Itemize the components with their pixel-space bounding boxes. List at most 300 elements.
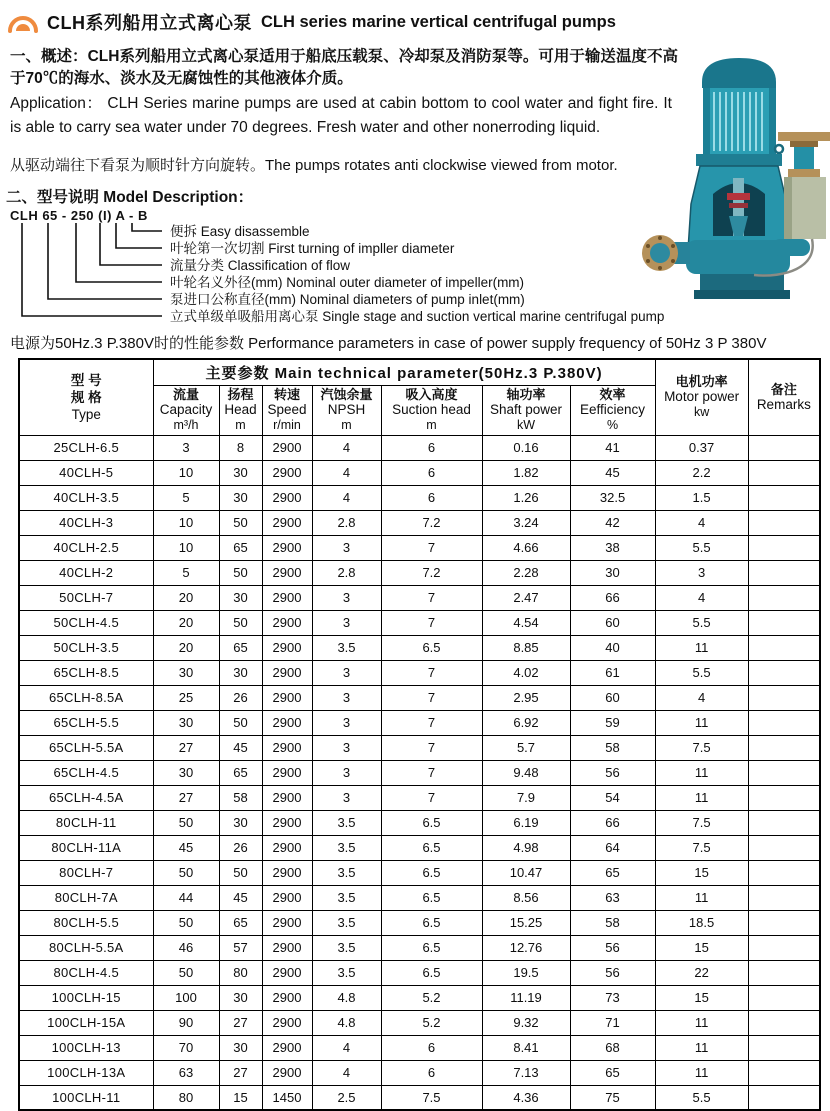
- table-row: [19, 760, 820, 785]
- cell-efficiency: 71: [570, 1010, 655, 1035]
- cell-npsh: 2.5: [312, 1085, 381, 1110]
- cell-capacity: 20: [153, 610, 219, 635]
- column-header-motor-power: [655, 359, 748, 435]
- cell-efficiency: 64: [570, 835, 655, 860]
- cell-npsh: 3: [312, 660, 381, 685]
- cell-npsh: 3.5: [312, 860, 381, 885]
- cell-motor-power: 5.5: [655, 1085, 748, 1110]
- type-header-line: 规 格: [70, 389, 102, 405]
- cell-suction-head: 6.5: [381, 910, 482, 935]
- cell-efficiency: 75: [570, 1085, 655, 1110]
- cell-motor-power: 1.5: [655, 485, 748, 510]
- cell-motor-power: 5.5: [655, 660, 748, 685]
- cell-npsh: 3.5: [312, 910, 381, 935]
- cell-head: 50: [219, 610, 262, 635]
- cell-speed: 2900: [262, 960, 312, 985]
- cell-motor-power: 11: [655, 1010, 748, 1035]
- cell-shaft-power: 4.98: [482, 835, 570, 860]
- cell-motor-power: 11: [655, 710, 748, 735]
- cell-motor-power: 4: [655, 585, 748, 610]
- pump-photo: [642, 52, 830, 310]
- cell-capacity: 30: [153, 760, 219, 785]
- cell-type: 50CLH-3.5: [19, 635, 153, 660]
- header-en: NPSH: [327, 402, 366, 417]
- cell-suction-head: 7: [381, 660, 482, 685]
- cell-head: 8: [219, 435, 262, 460]
- header-en: Suction head: [392, 402, 471, 417]
- cell-efficiency: 60: [570, 610, 655, 635]
- cell-suction-head: 6.5: [381, 835, 482, 860]
- cell-npsh: 4.8: [312, 1010, 381, 1035]
- table-row: [19, 985, 820, 1010]
- cell-suction-head: 6.5: [381, 810, 482, 835]
- cell-motor-power: 11: [655, 885, 748, 910]
- cell-efficiency: 30: [570, 560, 655, 585]
- cell-shaft-power: 8.41: [482, 1035, 570, 1060]
- cell-remarks: [748, 510, 820, 535]
- cell-type: 65CLH-4.5A: [19, 785, 153, 810]
- header-unit: m³/h: [173, 418, 199, 432]
- model-label: 便拆 Easy disassemble: [170, 224, 310, 239]
- table-row: [19, 910, 820, 935]
- pump-image: [642, 52, 830, 310]
- cell-efficiency: 54: [570, 785, 655, 810]
- cell-motor-power: 15: [655, 985, 748, 1010]
- column-header-capacity: [153, 385, 219, 435]
- cell-npsh: 2.8: [312, 510, 381, 535]
- cell-type: 80CLH-7: [19, 860, 153, 885]
- overview-heading: 一、概述：: [10, 48, 88, 65]
- cell-remarks: [748, 1010, 820, 1035]
- cell-shaft-power: 11.19: [482, 985, 570, 1010]
- cell-speed: 2900: [262, 885, 312, 910]
- cell-speed: 2900: [262, 435, 312, 460]
- header-cn: 电机功率: [675, 374, 728, 390]
- table-row: [19, 885, 820, 910]
- cell-type: 40CLH-3: [19, 510, 153, 535]
- cell-npsh: 3.5: [312, 810, 381, 835]
- cell-type: 80CLH-11: [19, 810, 153, 835]
- cell-remarks: [748, 460, 820, 485]
- cell-head: 30: [219, 1035, 262, 1060]
- cell-shaft-power: 5.7: [482, 735, 570, 760]
- cell-remarks: [748, 710, 820, 735]
- cell-efficiency: 61: [570, 660, 655, 685]
- cell-head: 26: [219, 835, 262, 860]
- cell-remarks: [748, 560, 820, 585]
- header-en: Remarks: [756, 396, 811, 412]
- cell-speed: 2900: [262, 560, 312, 585]
- cell-type: 50CLH-7: [19, 585, 153, 610]
- cell-speed: 2900: [262, 910, 312, 935]
- model-code: CLH 65 - 250 (I) A - B: [10, 208, 148, 223]
- header-unit: kw: [693, 405, 710, 420]
- cell-remarks: [748, 660, 820, 685]
- page-title-en: CLH series marine vertical centrifugal pumps: [261, 12, 616, 31]
- cell-head: 30: [219, 810, 262, 835]
- cell-efficiency: 41: [570, 435, 655, 460]
- cell-capacity: 70: [153, 1035, 219, 1060]
- table-row: [19, 510, 820, 535]
- cell-motor-power: 7.5: [655, 835, 748, 860]
- cell-remarks: [748, 585, 820, 610]
- cell-efficiency: 65: [570, 1060, 655, 1085]
- cell-npsh: 3: [312, 535, 381, 560]
- cell-capacity: 5: [153, 485, 219, 510]
- rotation-note-en: The pumps rotates anti clockwise viewed from motor.: [265, 157, 618, 174]
- cell-type: 65CLH-8.5A: [19, 685, 153, 710]
- cell-shaft-power: 3.24: [482, 510, 570, 535]
- cell-speed: 2900: [262, 835, 312, 860]
- cell-shaft-power: 9.48: [482, 760, 570, 785]
- cell-motor-power: 4: [655, 685, 748, 710]
- column-header-head: [219, 385, 262, 435]
- cell-speed: 2900: [262, 610, 312, 635]
- cell-capacity: 20: [153, 585, 219, 610]
- table-row: [19, 560, 820, 585]
- cell-motor-power: 15: [655, 860, 748, 885]
- model-label: 泵进口公称直径(mm) Nominal diameters of pump inlet(mm): [170, 292, 525, 307]
- cell-head: 50: [219, 860, 262, 885]
- cell-type: 65CLH-4.5: [19, 760, 153, 785]
- cell-npsh: 3.5: [312, 885, 381, 910]
- cell-efficiency: 58: [570, 735, 655, 760]
- application-paragraph: [10, 92, 672, 140]
- cell-remarks: [748, 835, 820, 860]
- cell-npsh: 3: [312, 585, 381, 610]
- cell-type: 100CLH-13A: [19, 1060, 153, 1085]
- table-row: [19, 735, 820, 760]
- cell-suction-head: 6: [381, 460, 482, 485]
- performance-note: 电源为50Hz.3 P.380V时的性能参数 Performance parameters in case of power supply frequency of 50Hz 3 P 380V: [10, 335, 767, 352]
- cell-head: 30: [219, 485, 262, 510]
- overview-text: CLH系列船用立式离心泵适用于船底压载泵、冷却泵及消防泵等。可用于输送温度不高于70℃的海水、淡水及无腐蚀性的其他液体介质。: [10, 48, 678, 87]
- cell-remarks: [748, 485, 820, 510]
- cell-shaft-power: 6.92: [482, 710, 570, 735]
- column-header-shaft-power: [482, 385, 570, 435]
- header-cn: 吸入高度: [405, 387, 458, 402]
- cell-motor-power: 11: [655, 1035, 748, 1060]
- cell-remarks: [748, 610, 820, 635]
- cell-shaft-power: 6.19: [482, 810, 570, 835]
- table-row: [19, 635, 820, 660]
- cell-speed: 2900: [262, 985, 312, 1010]
- model-description-heading: 二、型号说明 Model Description：: [6, 189, 254, 206]
- cell-head: 30: [219, 585, 262, 610]
- cell-speed: 2900: [262, 1035, 312, 1060]
- cell-capacity: 100: [153, 985, 219, 1010]
- cell-type: 65CLH-5.5A: [19, 735, 153, 760]
- cell-npsh: 3.5: [312, 835, 381, 860]
- cell-speed: 2900: [262, 935, 312, 960]
- cell-speed: 2900: [262, 510, 312, 535]
- table-row: [19, 835, 820, 860]
- brand-logo-icon: [8, 12, 38, 33]
- cell-capacity: 50: [153, 960, 219, 985]
- cell-head: 65: [219, 635, 262, 660]
- cell-shaft-power: 12.76: [482, 935, 570, 960]
- cell-efficiency: 38: [570, 535, 655, 560]
- cell-npsh: 4: [312, 435, 381, 460]
- cell-suction-head: 7: [381, 785, 482, 810]
- header-en: Speed: [267, 402, 307, 417]
- cell-npsh: 3.5: [312, 635, 381, 660]
- cell-remarks: [748, 1085, 820, 1110]
- cell-head: 30: [219, 660, 262, 685]
- cell-head: 15: [219, 1085, 262, 1110]
- table-row: [19, 535, 820, 560]
- cell-remarks: [748, 760, 820, 785]
- cell-npsh: 4.8: [312, 985, 381, 1010]
- cell-speed: 2900: [262, 460, 312, 485]
- cell-efficiency: 45: [570, 460, 655, 485]
- cell-shaft-power: 9.32: [482, 1010, 570, 1035]
- cell-type: 100CLH-15: [19, 985, 153, 1010]
- cell-efficiency: 63: [570, 885, 655, 910]
- cell-motor-power: 22: [655, 960, 748, 985]
- cell-head: 27: [219, 1060, 262, 1085]
- table-row: [19, 860, 820, 885]
- cell-suction-head: 6: [381, 435, 482, 460]
- cell-head: 30: [219, 460, 262, 485]
- cell-remarks: [748, 935, 820, 960]
- column-header-npsh: [312, 385, 381, 435]
- cell-shaft-power: 2.28: [482, 560, 570, 585]
- cell-suction-head: 7: [381, 710, 482, 735]
- cell-speed: 2900: [262, 1010, 312, 1035]
- cell-suction-head: 7.5: [381, 1085, 482, 1110]
- type-header-line: Type: [71, 406, 101, 422]
- cell-type: 40CLH-2.5: [19, 535, 153, 560]
- cell-efficiency: 68: [570, 1035, 655, 1060]
- cell-head: 26: [219, 685, 262, 710]
- cell-motor-power: 11: [655, 785, 748, 810]
- cell-motor-power: 5.5: [655, 610, 748, 635]
- cell-efficiency: 59: [570, 710, 655, 735]
- cell-motor-power: 2.2: [655, 460, 748, 485]
- cell-suction-head: 7.2: [381, 510, 482, 535]
- column-header-remarks: [748, 359, 820, 435]
- table-row: [19, 610, 820, 635]
- table-row: [19, 960, 820, 985]
- cell-npsh: 2.8: [312, 560, 381, 585]
- cell-capacity: 30: [153, 710, 219, 735]
- cell-head: 50: [219, 710, 262, 735]
- cell-remarks: [748, 785, 820, 810]
- cell-speed: 2900: [262, 485, 312, 510]
- cell-efficiency: 56: [570, 960, 655, 985]
- cell-shaft-power: 1.82: [482, 460, 570, 485]
- cell-speed: 2900: [262, 535, 312, 560]
- cell-head: 80: [219, 960, 262, 985]
- cell-capacity: 20: [153, 635, 219, 660]
- cell-npsh: 3: [312, 685, 381, 710]
- cell-speed: 2900: [262, 635, 312, 660]
- cell-suction-head: 7: [381, 760, 482, 785]
- application-label: Application：: [10, 95, 103, 112]
- cell-efficiency: 42: [570, 510, 655, 535]
- cell-capacity: 90: [153, 1010, 219, 1035]
- cell-head: 50: [219, 560, 262, 585]
- cell-remarks: [748, 810, 820, 835]
- column-header-speed: [262, 385, 312, 435]
- cell-speed: 2900: [262, 735, 312, 760]
- cell-suction-head: 6.5: [381, 635, 482, 660]
- column-header-type: [19, 359, 153, 435]
- header-unit: r/min: [273, 418, 301, 432]
- cell-suction-head: 6: [381, 1060, 482, 1085]
- cell-motor-power: 4: [655, 510, 748, 535]
- cell-shaft-power: 4.36: [482, 1085, 570, 1110]
- cell-type: 80CLH-5.5A: [19, 935, 153, 960]
- cell-suction-head: 7: [381, 735, 482, 760]
- cell-type: 40CLH-2: [19, 560, 153, 585]
- table-row: [19, 1085, 820, 1110]
- column-header-suction-head: [381, 385, 482, 435]
- table-row: [19, 435, 820, 460]
- cell-capacity: 80: [153, 1085, 219, 1110]
- cell-type: 65CLH-5.5: [19, 710, 153, 735]
- cell-speed: 1450: [262, 1085, 312, 1110]
- cell-speed: 2900: [262, 660, 312, 685]
- cell-capacity: 3: [153, 435, 219, 460]
- cell-npsh: 3: [312, 610, 381, 635]
- cell-capacity: 50: [153, 910, 219, 935]
- header-cn: 效率: [599, 387, 626, 402]
- header-cn: 轴功率: [506, 387, 546, 402]
- header-cn: 流量: [172, 387, 199, 402]
- cell-shaft-power: 7.13: [482, 1060, 570, 1085]
- cell-shaft-power: 0.16: [482, 435, 570, 460]
- cell-head: 65: [219, 910, 262, 935]
- cell-shaft-power: 4.54: [482, 610, 570, 635]
- cell-speed: 2900: [262, 710, 312, 735]
- parameters-table: [18, 358, 821, 1111]
- table-row: [19, 710, 820, 735]
- overview-paragraph: [10, 46, 678, 90]
- cell-remarks: [748, 985, 820, 1010]
- cell-motor-power: 7.5: [655, 735, 748, 760]
- cell-capacity: 10: [153, 535, 219, 560]
- cell-type: 80CLH-11A: [19, 835, 153, 860]
- page-header: [8, 8, 830, 36]
- table-group-header: 主要参数 Main technical parameter(50Hz.3 P.380V): [153, 359, 655, 385]
- cell-type: 80CLH-5.5: [19, 910, 153, 935]
- table-row: [19, 1060, 820, 1085]
- header-cn: 备注: [770, 381, 797, 397]
- cell-efficiency: 66: [570, 585, 655, 610]
- cell-head: 27: [219, 1010, 262, 1035]
- cell-motor-power: 5.5: [655, 535, 748, 560]
- table-row: [19, 810, 820, 835]
- cell-speed: 2900: [262, 810, 312, 835]
- cell-motor-power: 11: [655, 635, 748, 660]
- cell-capacity: 27: [153, 735, 219, 760]
- cell-head: 65: [219, 535, 262, 560]
- cell-remarks: [748, 735, 820, 760]
- header-unit: %: [606, 418, 619, 432]
- cell-remarks: [748, 685, 820, 710]
- cell-head: 57: [219, 935, 262, 960]
- cell-remarks: [748, 535, 820, 560]
- header-unit: m: [235, 418, 246, 432]
- cell-npsh: 3: [312, 760, 381, 785]
- cell-type: 40CLH-5: [19, 460, 153, 485]
- cell-motor-power: 15: [655, 935, 748, 960]
- cell-efficiency: 60: [570, 685, 655, 710]
- cell-head: 65: [219, 760, 262, 785]
- cell-suction-head: 6.5: [381, 960, 482, 985]
- cell-shaft-power: 2.95: [482, 685, 570, 710]
- cell-type: 40CLH-3.5: [19, 485, 153, 510]
- cell-type: 25CLH-6.5: [19, 435, 153, 460]
- cell-remarks: [748, 960, 820, 985]
- cell-suction-head: 7: [381, 535, 482, 560]
- cell-suction-head: 7.2: [381, 560, 482, 585]
- cell-type: 80CLH-4.5: [19, 960, 153, 985]
- cell-capacity: 44: [153, 885, 219, 910]
- cell-type: 50CLH-4.5: [19, 610, 153, 635]
- cell-npsh: 4: [312, 1060, 381, 1085]
- header-en: Capacity: [159, 402, 213, 417]
- cell-efficiency: 58: [570, 910, 655, 935]
- rotation-note-cn: 从驱动端往下看泵为顺时针方向旋转。: [10, 157, 266, 174]
- table-row: [19, 785, 820, 810]
- cell-remarks: [748, 435, 820, 460]
- header-cn: 扬程: [227, 387, 254, 402]
- model-label: 立式单级单吸船用离心泵 Single stage and suction vertical marine centrifugal pump: [170, 309, 665, 324]
- cell-shaft-power: 15.25: [482, 910, 570, 935]
- table-row: [19, 485, 820, 510]
- model-labels: [170, 223, 664, 325]
- cell-type: 80CLH-7A: [19, 885, 153, 910]
- header-unit: kW: [516, 418, 536, 432]
- cell-shaft-power: 1.26: [482, 485, 570, 510]
- cell-motor-power: 18.5: [655, 910, 748, 935]
- cell-capacity: 63: [153, 1060, 219, 1085]
- cell-suction-head: 6: [381, 1035, 482, 1060]
- cell-shaft-power: 8.56: [482, 885, 570, 910]
- cell-npsh: 3: [312, 785, 381, 810]
- cell-shaft-power: 2.47: [482, 585, 570, 610]
- cell-shaft-power: 4.02: [482, 660, 570, 685]
- cell-remarks: [748, 1035, 820, 1060]
- header-unit: m: [426, 418, 437, 432]
- cell-capacity: 45: [153, 835, 219, 860]
- table-row: [19, 1035, 820, 1060]
- model-label: 叶轮第一次切割 First turning of impller diameter: [170, 241, 455, 256]
- cell-remarks: [748, 1060, 820, 1085]
- column-header-efficiency: [570, 385, 655, 435]
- cell-head: 45: [219, 885, 262, 910]
- cell-npsh: 3: [312, 735, 381, 760]
- header-cn: 汽蚀余量: [320, 387, 373, 402]
- cell-suction-head: 7: [381, 685, 482, 710]
- cell-capacity: 30: [153, 660, 219, 685]
- cell-type: 65CLH-8.5: [19, 660, 153, 685]
- cell-capacity: 46: [153, 935, 219, 960]
- cell-shaft-power: 7.9: [482, 785, 570, 810]
- cell-shaft-power: 10.47: [482, 860, 570, 885]
- cell-npsh: 4: [312, 485, 381, 510]
- table-row: [19, 460, 820, 485]
- cell-head: 50: [219, 510, 262, 535]
- type-header-line: 型 号: [70, 372, 102, 388]
- cell-head: 45: [219, 735, 262, 760]
- cell-suction-head: 6.5: [381, 935, 482, 960]
- cell-npsh: 3.5: [312, 960, 381, 985]
- cell-speed: 2900: [262, 1060, 312, 1085]
